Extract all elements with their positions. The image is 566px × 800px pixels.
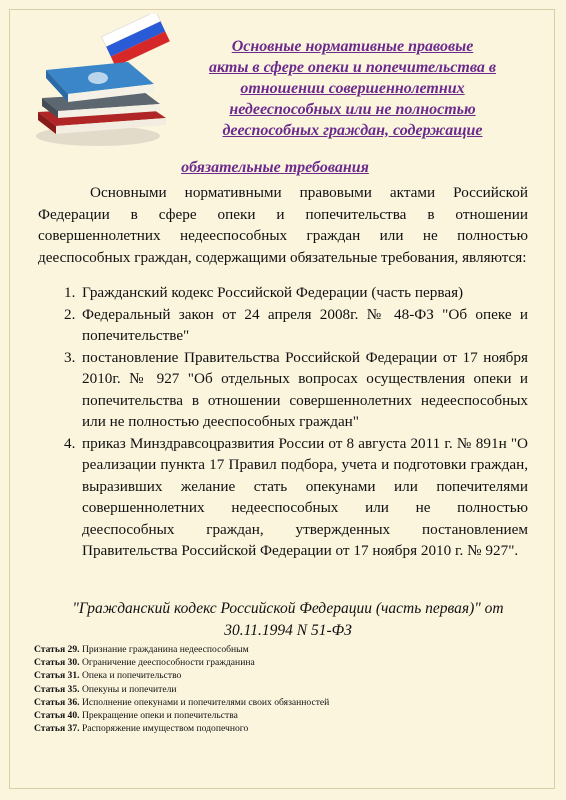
list-item: 2. Федеральный закон от 24 апреля 2008г. № 48-ФЗ "Об опеке и попечительстве": [64, 305, 528, 344]
title-line: акты в сфере опеки и попечительства в: [208, 59, 497, 76]
books-with-flag-icon: [28, 14, 178, 154]
page-title: [180, 36, 525, 141]
title-line: Основные нормативные правовые: [231, 38, 474, 55]
acts-list: [38, 282, 528, 562]
list-item: Статья 36. Исполнение опекунами и попечителями своих обязанностей: [34, 696, 330, 708]
articles-list: [34, 643, 514, 735]
list-item: Статья 40. Прекращение опеки и попечительства: [34, 710, 238, 722]
civil-code-title: "Гражданский кодекс Российской Федерации (часть первая)" от 30.11.1994 N 51-ФЗ: [72, 600, 504, 639]
title-line: недееспособных или не полностью: [229, 101, 476, 118]
list-item: Статья 35. Опекуны и попечители: [34, 683, 177, 695]
list-item: 1. Гражданский кодекс Российской Федерации (часть первая): [64, 284, 464, 301]
list-item: Статья 37. Распоряжение имуществом подопечного: [34, 723, 249, 735]
title-line: дееспособных граждан, содержащие: [222, 122, 483, 139]
list-item: 4. приказ Минздравсоцразвития России от 8 августа 2011 г. № 891н "О реализации пункта 17 Правил подбора, учета и подготовки граждан, выразивших желание стать опекунами или попечителями совершеннолетних недееспособных или не полностью дееспособных граждан, утвержденных постановлением Правительства Российской Федерации от 17 ноября 2010 г. № 927".: [64, 434, 528, 559]
title-line-last: обязательные требования: [181, 159, 369, 176]
intro-paragraph: Основными нормативными правовыми актами Российской Федерации в сфере опеки и попечительства в отношении совершеннолетних недееспособных граждан или не полностью дееспособных граждан, содержащими обязательные требования, являются:: [38, 184, 528, 266]
list-item: Статья 30. Ограничение дееспособности гражданина: [34, 657, 255, 669]
list-item: Статья 29. Признание гражданина недееспособным: [34, 644, 249, 655]
title-line: отношении совершеннолетних: [240, 80, 465, 97]
list-item: 3. постановление Правительства Российской Федерации от 17 ноября 2010г. № 927 "Об отдельных вопросах осуществления опеки и попечительства в отношении совершеннолетних недееспособных или не полностью дееспособных граждан": [64, 348, 528, 430]
list-item: Статья 31. Опека и попечительство: [34, 670, 182, 682]
